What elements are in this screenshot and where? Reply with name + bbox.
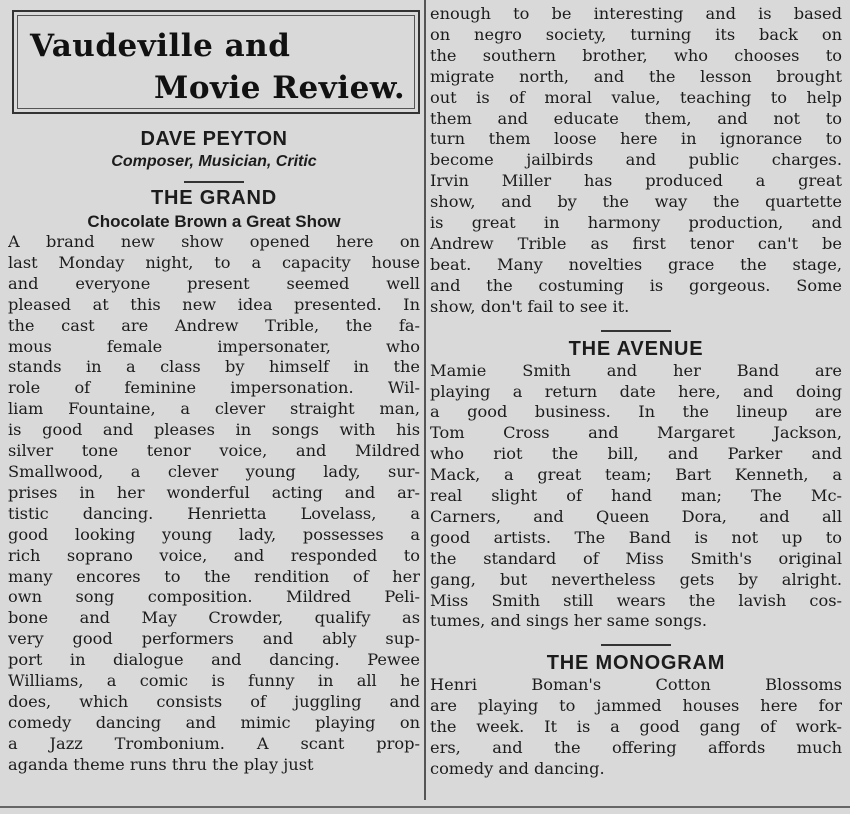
text-line: beat. Many novelties grace the stage, — [430, 254, 842, 274]
text-line: prises in her wonderful acting and ar- — [8, 482, 420, 502]
text-line: are playing to jammed houses here for — [430, 696, 842, 716]
left-column — [8, 0, 420, 776]
text-line: comedy dancing and mimic playing on — [8, 712, 420, 732]
section-heading-grand: THE GRAND — [150, 187, 278, 209]
text-line: pleased at this new idea presented. In — [8, 294, 420, 314]
text-line: them and educate them, and not to — [430, 108, 842, 128]
text-line: own song composition. Mildred Peli- — [8, 587, 420, 607]
section-heading-monogram: THE MONOGRAM — [546, 652, 726, 675]
text-line: good artists. The Band is not up to — [430, 527, 842, 547]
text-line: Williams, a comic is funny in all he — [8, 671, 420, 691]
text-line: Henri Boman's Cotton Blossoms — [430, 675, 842, 695]
text-line: does, which consists of juggling and — [8, 691, 420, 711]
text-line: the week. It is a good gang of work- — [430, 717, 842, 737]
text-line: the standard of Miss Smith's original — [430, 548, 842, 568]
text-line: bone and May Crowder, qualify as — [8, 608, 420, 628]
text-line: is good and pleases in songs with his — [8, 420, 420, 440]
column-divider — [424, 0, 426, 800]
section-rule — [601, 644, 671, 646]
text-line: aganda theme runs thru the play just — [8, 754, 314, 774]
text-line: Mack, a great team; Bart Kenneth, a — [430, 465, 842, 485]
text-line: who riot the bill, and Parker and — [430, 444, 842, 464]
article-body-grand-continued — [430, 4, 842, 318]
text-line: on negro society, turning its back on — [430, 24, 842, 44]
right-column — [430, 0, 842, 780]
section-subheading-grand: Chocolate Brown a Great Show — [87, 212, 341, 231]
text-line: show, don't fail to see it. — [430, 296, 630, 316]
text-line: tumes, and sings her same songs. — [430, 611, 707, 631]
text-line: Tom Cross and Margaret Jackson, — [430, 423, 842, 443]
text-line: Miss Smith still wears the lavish cos- — [430, 590, 842, 610]
text-line: comedy and dancing. — [430, 759, 605, 778]
text-line: show, and by the way the quartette — [430, 192, 842, 212]
text-line: a good business. In the lineup are — [430, 402, 842, 422]
text-line: real slight of hand man; The Mc- — [430, 486, 842, 506]
text-line: Smallwood, a clever young lady, sur- — [8, 461, 420, 481]
text-line: gang, but nevertheless gets by alright. — [430, 569, 842, 589]
masthead-line-1: Vaudeville and — [30, 28, 291, 64]
text-line: Carners, and Queen Dora, and all — [430, 506, 842, 526]
section-heading-avenue: THE AVENUE — [568, 337, 704, 360]
text-line: rich soprano voice, and responded to — [8, 545, 420, 565]
text-line: stands in a class by himself in the — [8, 357, 420, 377]
text-line: Andrew Trible as first tenor can't be — [430, 233, 842, 253]
text-line: turn them loose here in ignorance to — [430, 129, 842, 149]
text-line: good looking young lady, possesses a — [8, 524, 420, 544]
text-line: enough to be interesting and is based — [430, 4, 842, 23]
text-line: out is of moral value, teaching to help — [430, 87, 842, 107]
text-line: mous female impersonater, who — [8, 336, 420, 356]
text-line: migrate north, and the lesson brought — [430, 66, 842, 86]
text-line: A brand new show opened here on — [8, 232, 420, 251]
text-line: Irvin Miller has produced a great — [430, 171, 842, 191]
text-line: liam Fountaine, a clever straight man, — [8, 399, 420, 419]
text-line: very good performers and ably sup- — [8, 629, 420, 649]
text-line: port in dialogue and dancing. Pewee — [8, 650, 420, 670]
text-line: last Monday night, to a capacity house — [8, 252, 420, 272]
masthead-box — [12, 10, 420, 114]
byline-name: DAVE PEYTON — [140, 128, 288, 150]
text-line: the southern brother, who chooses to — [430, 45, 842, 65]
text-line: playing a return date here, and doing — [430, 381, 842, 401]
text-line: and the costuming is gorgeous. Some — [430, 275, 842, 295]
text-line: silver tone tenor voice, and Mildred — [8, 441, 420, 461]
article-body-avenue — [430, 361, 842, 633]
text-line: many encores to the rendition of her — [8, 566, 420, 586]
text-line: role of feminine impersonation. Wil- — [8, 378, 420, 398]
section-rule — [184, 181, 244, 183]
text-line: Mamie Smith and her Band are — [430, 360, 842, 380]
article-body-monogram — [430, 675, 842, 780]
text-line: is great in harmony production, and — [430, 213, 842, 233]
section-rule — [601, 330, 671, 332]
text-line: become jailbirds and public charges. — [430, 150, 842, 170]
article-body-grand — [8, 232, 420, 776]
text-line: a Jazz Trombonium. A scant prop- — [8, 733, 420, 753]
page-bottom-rule — [0, 806, 850, 808]
text-line: tistic dancing. Henrietta Lovelass, a — [8, 503, 420, 523]
text-line: and everyone present seemed well — [8, 273, 420, 293]
text-line: the cast are Andrew Trible, the fa- — [8, 315, 420, 335]
masthead-line-2: Movie Review. — [154, 70, 406, 106]
byline-title: Composer, Musician, Critic — [111, 153, 317, 170]
text-line: ers, and the offering affords much — [430, 738, 842, 758]
